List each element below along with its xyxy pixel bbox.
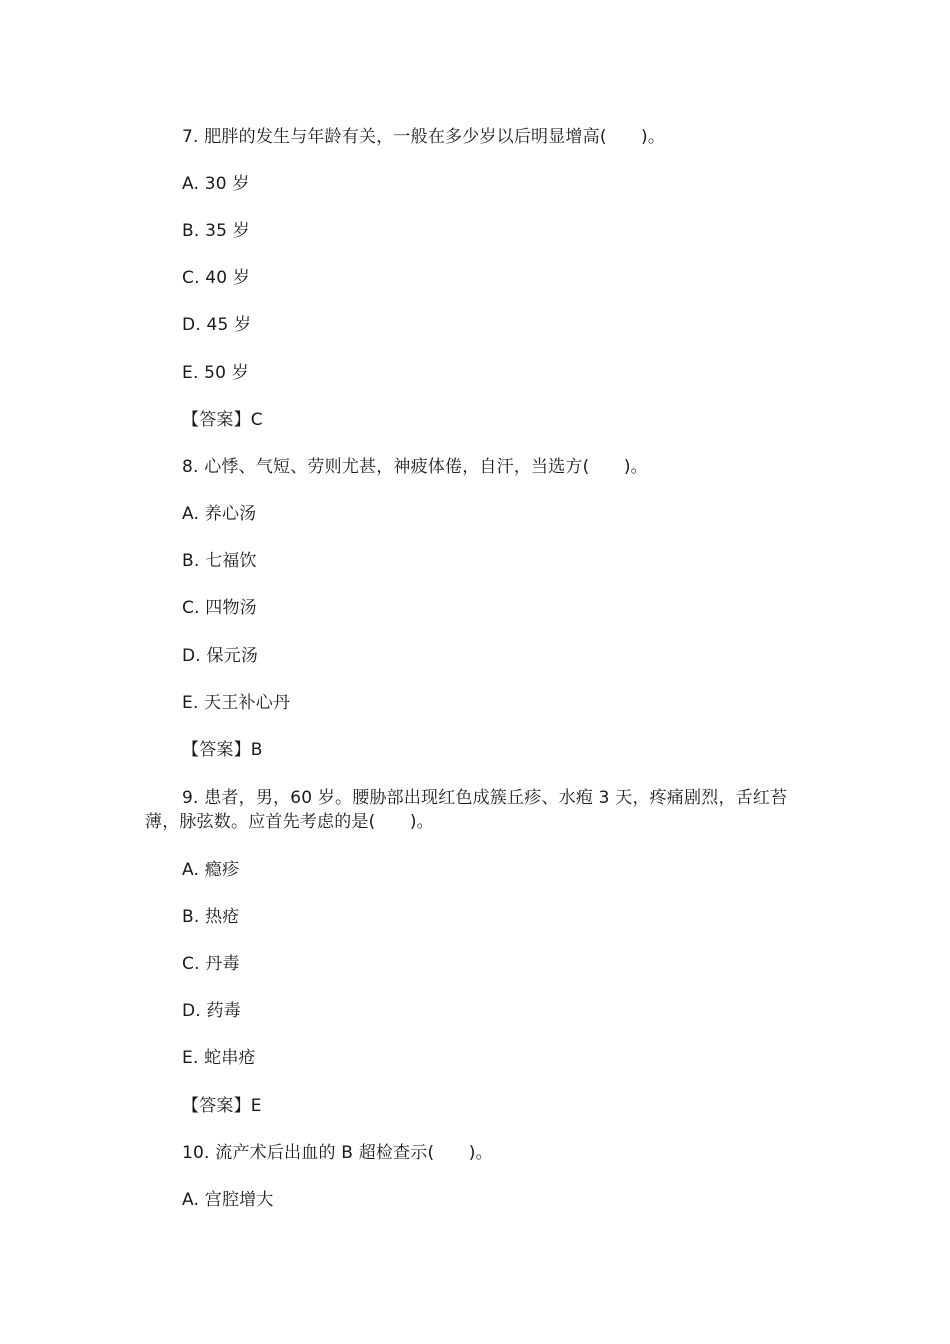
question-7-option-c: C. 40 岁 [182, 268, 251, 288]
question-10-stem: 10. 流产术后出血的 B 超检查示( )。 [182, 1143, 493, 1163]
question-10-option-a: A. 宫腔增大 [182, 1190, 274, 1210]
question-8-option-d: D. 保元汤 [182, 646, 259, 666]
question-8-answer: 【答案】B [182, 740, 263, 760]
question-9-option-c: C. 丹毒 [182, 954, 240, 974]
question-8-option-a: A. 养心汤 [182, 504, 257, 524]
question-7-option-a: A. 30 岁 [182, 174, 250, 194]
question-9-answer: 【答案】E [182, 1096, 262, 1116]
question-8-option-e: E. 天王补心丹 [182, 693, 291, 713]
question-7-option-d: D. 45 岁 [182, 315, 252, 335]
question-8-option-b: B. 七福饮 [182, 551, 257, 571]
question-8-stem: 8. 心悸、气短、劳则尤甚，神疲体倦，自汗，当选方( )。 [182, 457, 648, 477]
question-7-option-b: B. 35 岁 [182, 221, 250, 241]
question-9-option-a: A. 瘾疹 [182, 860, 240, 880]
question-7-answer: 【答案】C [182, 410, 263, 430]
question-7-stem: 7. 肥胖的发生与年龄有关，一般在多少岁以后明显增高( )。 [182, 127, 666, 147]
question-9-option-b: B. 热疮 [182, 907, 240, 927]
question-9-stem: 9. 患者，男，60 岁。腰胁部出现红色成簇丘疹、水疱 3 天，疼痛剧烈，舌红苔薄，脉弦数。应首先考虑的是( )。 [145, 788, 788, 832]
question-9-option-e: E. 蛇串疮 [182, 1048, 256, 1068]
question-8-option-c: C. 四物汤 [182, 598, 257, 618]
question-7-option-e: E. 50 岁 [182, 363, 249, 383]
question-9-option-d: D. 药毒 [182, 1001, 241, 1021]
